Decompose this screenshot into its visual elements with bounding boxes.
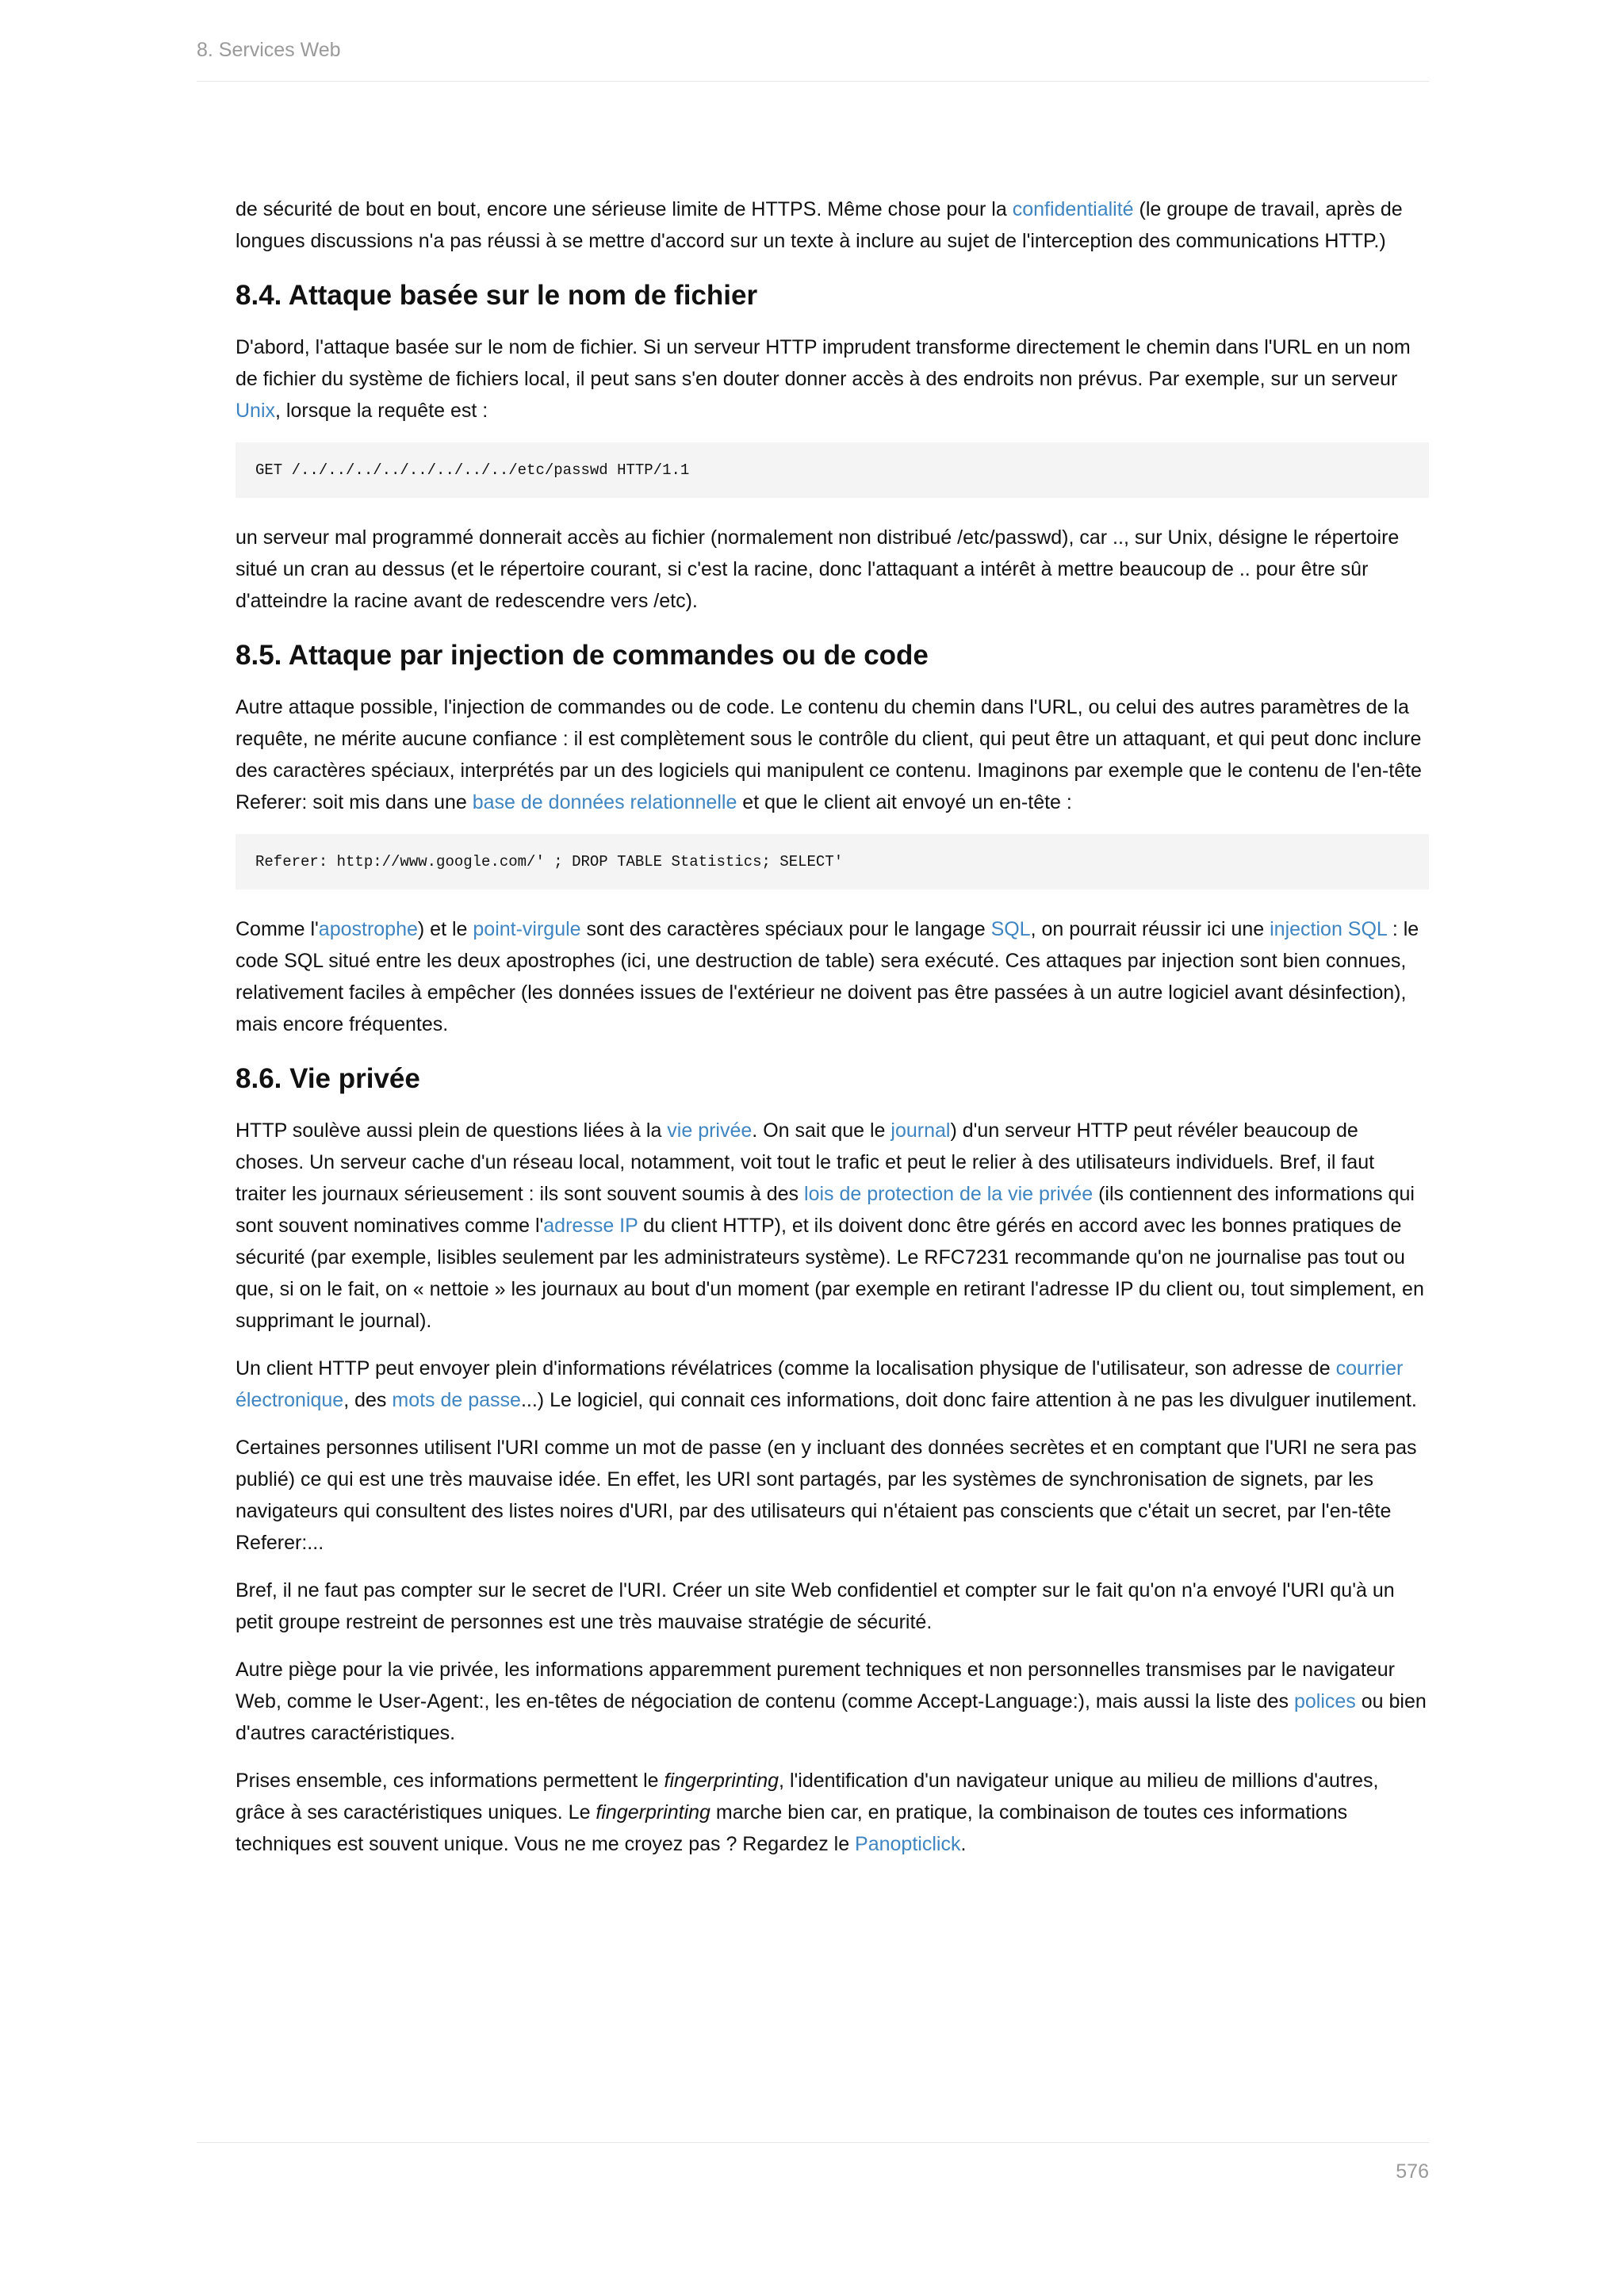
paragraph: un serveur mal programmé donnerait accès au fichier (normalement non distribué /etc/passwd), car .., sur Unix, désigne le répertoire situé un cran au dessus (et le répertoire courant, si c'est la racine, donc l'attaquant a intérêt à mettre beaucoup de .. pour être sûr d'atteindre la racine avant de redescendre vers /etc). [236, 526, 1400, 612]
section-heading-8-5: 8.5. Attaque par injection de commandes ou de code [236, 640, 929, 671]
paragraph: Un client HTTP peut envoyer plein d'informations révélatrices (comme la localisation physique de l'utilisateur, son adresse de courrier électronique, des mots de passe...) Le logiciel, qui connait ces informations, doit donc faire attention à ne pas les divulguer inutilement. [236, 1357, 1417, 1411]
link-courrier-electronique[interactable]: courrier électronique [236, 1357, 1404, 1411]
code-block: GET /../../../../../../../../etc/passwd HTTP/1.1 [236, 442, 1429, 498]
link-vie-privee[interactable]: vie privée [667, 1119, 753, 1142]
paragraph: Autre attaque possible, l'injection de commandes ou de code. Le contenu du chemin dans l'URL, ou celui des autres paramètres de la requête, ne mérite aucune confiance : il est complètement sous le contrôle du client, qui peut être un attaquant, et qui peut donc inclure des caractères spéciaux, interprétés par un des logiciels qui manipulent ce contenu. Imaginons par exemple que le contenu de l'en-tête Referer: soit mis dans une base de données relationnelle et que le client ait envoyé un en-tête : [236, 696, 1422, 813]
paragraph: Certaines personnes utilisent l'URI comme un mot de passe (en y incluant des données secrètes et en comptant que l'URI ne sera pas publié) ce qui est une très mauvaise idée. En effet, les URI sont partagés, par les systèmes de synchronisation de signets, par les navigateurs qui consultent des listes noires d'URI, par des utilisateurs qui n'étaient pas conscients que c'était un secret, par l'en-tête Referer:... [236, 1437, 1417, 1554]
link-unix[interactable]: Unix [236, 400, 276, 422]
link-confidentialite[interactable]: confidentialité [1012, 198, 1134, 220]
paragraph: Comme l'apostrophe) et le point-virgule sont des caractères spéciaux pour le langage SQL, on pourrait réussir ici une injection SQL : le code SQL situé entre les deux apostrophes (ici, une destruction de table) sera exécuté. Ces attaques par injection sont bien connues, relativement faciles à empêcher (les données issues de l'extérieur ne doivent pas être passées à un autre logiciel avant désinfection), mais encore fréquentes. [236, 918, 1419, 1035]
page-number: 576 [1396, 2160, 1429, 2183]
section-heading-8-6: 8.6. Vie privée [236, 1063, 420, 1094]
emphasis: fingerprinting [664, 1770, 779, 1792]
section-heading-8-4: 8.4. Attaque basée sur le nom de fichier [236, 280, 758, 311]
running-footer [197, 2142, 1429, 2183]
intro-paragraph: de sécurité de bout en bout, encore une sérieuse limite de HTTPS. Même chose pour la confidentialité (le groupe de travail, après de longues discussions n'a pas réussi à se mettre d'accord sur un texte à inclure au sujet de l'interception des communications HTTP.) [236, 198, 1403, 252]
code-block: Referer: http://www.google.com/' ; DROP TABLE Statistics; SELECT' [236, 834, 1429, 890]
link-mots-de-passe[interactable]: mots de passe [392, 1389, 521, 1411]
link-adresse-ip[interactable]: adresse IP [543, 1215, 638, 1237]
link-apostrophe[interactable]: apostrophe [318, 918, 418, 940]
link-journal[interactable]: journal [891, 1119, 951, 1142]
paragraph: Autre piège pour la vie privée, les informations apparemment purement techniques et non personnelles transmises par le navigateur Web, comme le User-Agent:, les en-têtes de négociation de contenu (comme Accept-Language:), mais aussi la liste des polices ou bien d'autres caractéristiques. [236, 1659, 1427, 1744]
link-lois-protection-vie-privee[interactable]: lois de protection de la vie privée [804, 1183, 1094, 1205]
paragraph: Prises ensemble, ces informations permettent le fingerprinting, l'identification d'un navigateur unique au milieu de millions d'autres, grâce à ses caractéristiques uniques. Le fingerprinting marche bien car, en pratique, la combinaison de toutes ces informations techniques est souvent unique. Vous ne me croyez pas ? Regardez le Panopticlick. [236, 1770, 1379, 1855]
link-base-de-donnees-relationnelle[interactable]: base de données relationnelle [472, 791, 737, 813]
link-polices[interactable]: polices [1293, 1690, 1356, 1712]
link-panopticlick[interactable]: Panopticlick [855, 1833, 961, 1855]
running-header [197, 36, 1429, 82]
chapter-title: 8. Services Web [197, 39, 341, 61]
emphasis: fingerprinting [596, 1801, 710, 1823]
paragraph: Bref, il ne faut pas compter sur le secret de l'URI. Créer un site Web confidentiel et compter sur le fait qu'on n'a envoyé l'URI qu'à un petit groupe restreint de personnes est une très mauvaise stratégie de sécurité. [236, 1579, 1395, 1633]
page-content [236, 193, 1429, 1876]
link-sql[interactable]: SQL [990, 918, 1031, 940]
link-point-virgule[interactable]: point-virgule [473, 918, 581, 940]
link-injection-sql[interactable]: injection SQL [1270, 918, 1387, 940]
paragraph: HTTP soulève aussi plein de questions liées à la vie privée. On sait que le journal) d'un serveur HTTP peut révéler beaucoup de choses. Un serveur cache d'un réseau local, notamment, voit tout le trafic et peut le relier à des utilisateurs individuels. Bref, il faut traiter les journaux sérieusement : ils sont souvent soumis à des lois de protection de la vie privée (ils contiennent des informations qui sont souvent nominatives comme l'adresse IP du client HTTP), et ils doivent donc être gérés en accord avec les bonnes pratiques de sécurité (par exemple, lisibles seulement par les administrateurs système). Le RFC7231 recommande qu'on ne journalise pas tout ou que, si on le fait, on « nettoie » les journaux au bout d'un moment (par exemple en retirant l'adresse IP du client ou, tout simplement, en supprimant le journal). [236, 1119, 1424, 1332]
paragraph: D'abord, l'attaque basée sur le nom de fichier. Si un serveur HTTP imprudent transforme directement le chemin dans l'URL en un nom de fichier du système de fichiers local, il peut sans s'en douter donner accès à des endroits non prévus. Par exemple, sur un serveur Unix, lorsque la requête est : [236, 336, 1411, 422]
